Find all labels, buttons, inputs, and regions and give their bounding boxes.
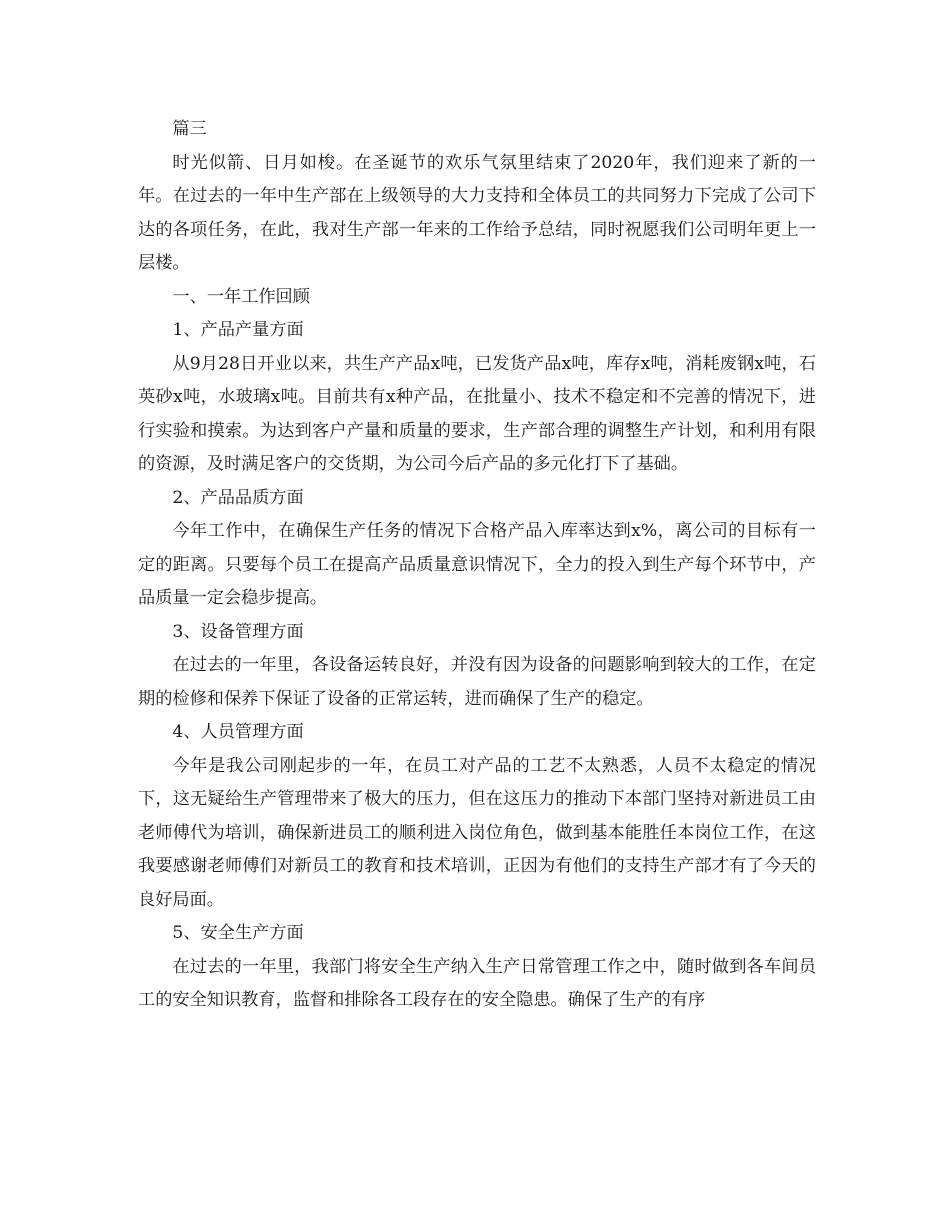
subsection-heading: 3、设备管理方面 [172, 621, 304, 642]
subsection-heading: 1、产品产量方面 [172, 320, 304, 340]
subsection-heading: 5、安全生产方面 [172, 923, 304, 943]
document-body [138, 113, 816, 1018]
body-paragraph: 从9月28日开业以来，共生产产品x吨，已发货产品x吨，库存x吨，消耗废钢x吨，石英砂x吨，水玻璃x吨。目前共有x种产品，在批量小、技术不稳定和不完善的情况下，进行实验和摸索。为达到客户产量和质量的要求，生产部合理的调整生产计划，和利用有限的资源，及时满足客户的交货期，为公司今后产品的多元化打下了基础。 [138, 353, 816, 474]
body-paragraph: 在过去的一年里，我部门将安全生产纳入生产日常管理工作之中，随时做到各车间员工的安全知识教育，监督和排除各工段存在的安全隐患。确保了生产的有序 [138, 956, 816, 1010]
body-paragraph: 在过去的一年里，各设备运转良好，并没有因为设备的问题影响到较大的工作，在定期的检修和保养下保证了设备的正常运转，进而确保了生产的稳定。 [138, 655, 816, 709]
subsection-heading: 4、人员管理方面 [172, 722, 304, 742]
body-paragraph: 今年是我公司刚起步的一年，在员工对产品的工艺不太熟悉，人员不太稳定的情况下，这无疑给生产管理带来了极大的压力，但在这压力的推动下本部门坚持对新进员工由老师傅代为培训，确保新进员工的顺利进入岗位角色，做到基本能胜任本岗位工作，在这我要感谢老师傅们对新员工的教育和技术培训，正因为有他们的支持生产部才有了今天的良好局面。 [138, 755, 816, 910]
section-heading: 一、一年工作回顾 [172, 286, 310, 307]
subsection-heading: 2、产品品质方面 [172, 487, 304, 508]
intro-paragraph: 时光似箭、日月如梭。在圣诞节的欢乐气氛里结束了2020年，我们迎来了新的一年。在过去的一年中生产部在上级领导的大力支持和全体员工的共同努力下完成了公司下达的各项任务，在此，我对生产部一年来的工作给予总结，同时祝愿我们公司明年更上一层楼。 [138, 152, 816, 273]
body-paragraph: 今年工作中，在确保生产任务的情况下合格产品入库率达到x%，离公司的目标有一定的距离。只要每个员工在提高产品质量意识情况下，全力的投入到生产每个环节中，产品质量一定会稳步提高。 [138, 521, 816, 608]
section-label: 篇三 [172, 119, 207, 139]
